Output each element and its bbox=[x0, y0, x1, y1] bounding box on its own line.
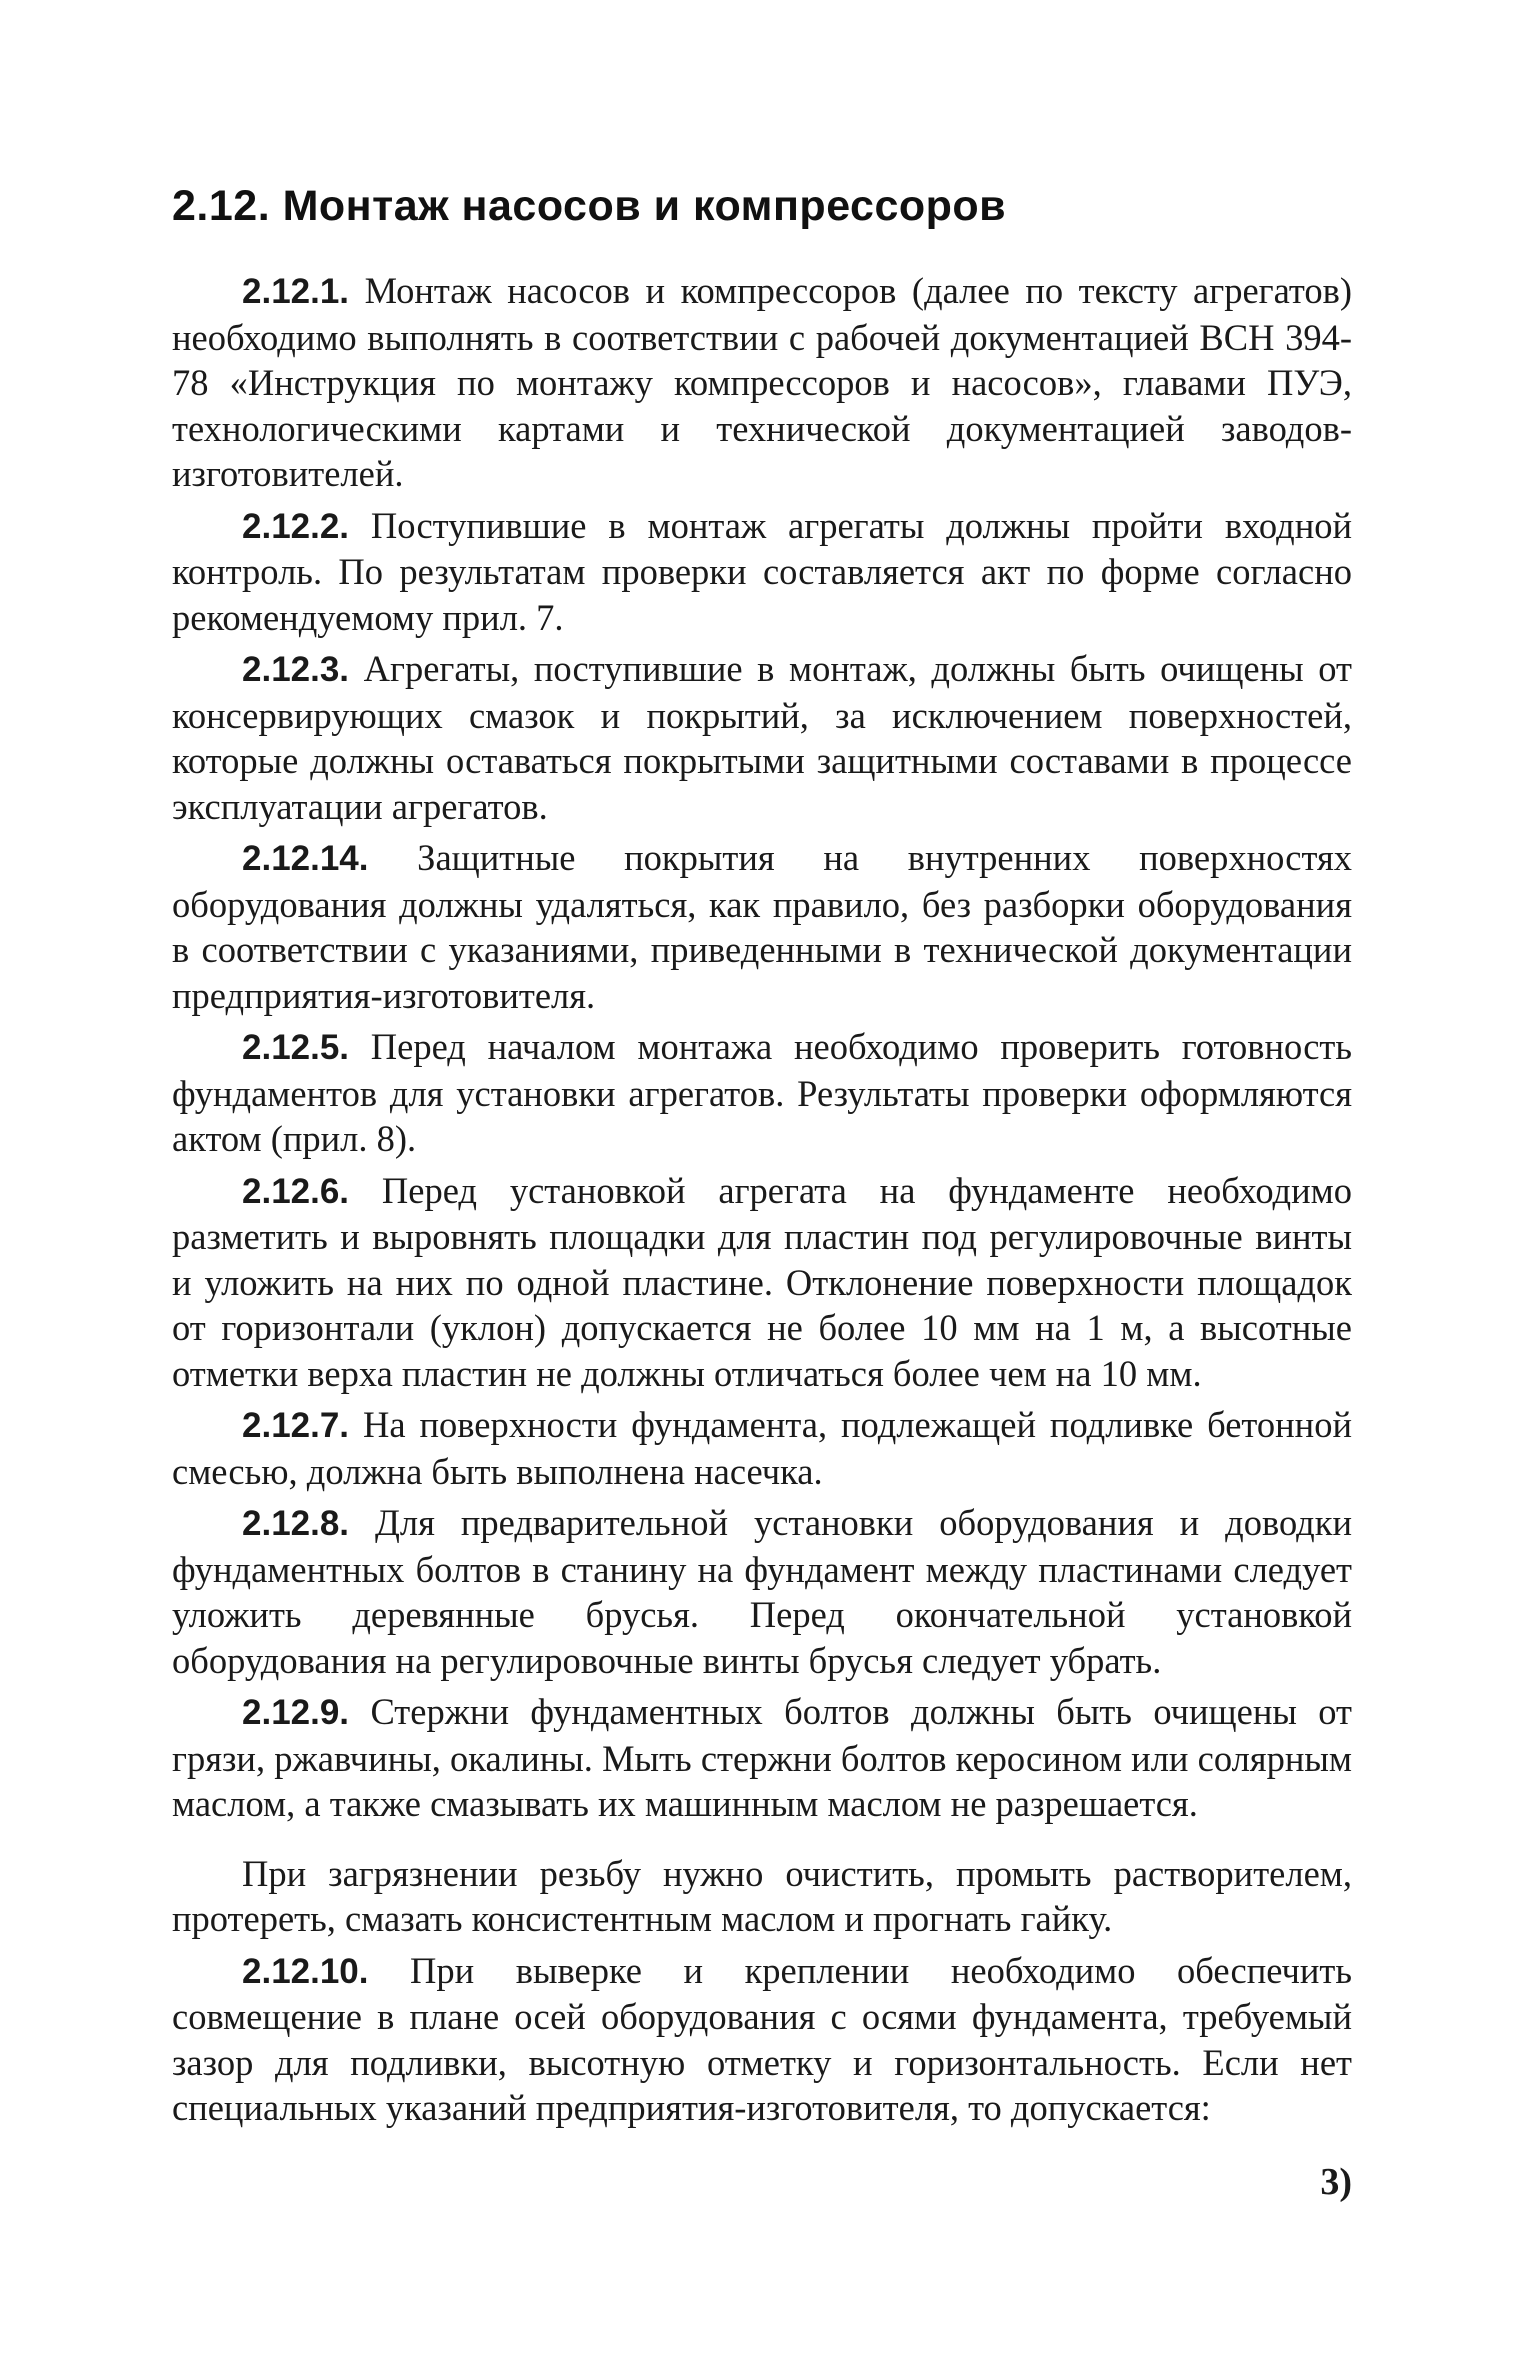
paragraph-2-12-9 bbox=[172, 1689, 1352, 1827]
clause-number: 2.12.2. bbox=[242, 506, 350, 546]
clause-number: 2.12.10. bbox=[242, 1951, 369, 1991]
clause-number: 2.12.6. bbox=[242, 1171, 350, 1211]
section-heading: 2.12. Монтаж насосов и компрессоров bbox=[172, 182, 1007, 230]
paragraph-2-12-14 bbox=[172, 835, 1352, 1018]
clause-number: 2.12.9. bbox=[242, 1693, 350, 1732]
clause-number: 2.12.3. bbox=[242, 650, 350, 689]
clause-text: Стержни фундаментных болтов должны быть очищены от грязи, ржавчины, окалины. Мыть стержни болтов керосином или солярным маслом, а также смазывать их машинным маслом не разрешается. bbox=[172, 1691, 1352, 1824]
clause-number: 2.12.7. bbox=[242, 1406, 350, 1445]
clause-number: 2.12.8. bbox=[242, 1504, 350, 1543]
clause-text: Поступившие в монтаж агрегаты должны пройти входной контроль. По результатам проверки составляется акт по форме согласно рекомендуемому прил. 7. bbox=[172, 504, 1353, 638]
paragraph-2-12-2 bbox=[172, 503, 1352, 641]
page-number: 3) bbox=[1320, 2161, 1352, 2203]
document-page bbox=[172, 0, 1352, 2362]
paragraph-2-12-1 bbox=[172, 268, 1352, 497]
clause-text: Агрегаты, поступившие в монтаж, должны быть очищены от консервирующих смазок и покрытий, за исключением поверхностей, которые должны оставаться покрытыми защитными составами в процессе эксплуатации агрегатов. bbox=[172, 648, 1352, 827]
clause-text: На поверхности фундамента, подлежащей подливке бетонной смесью, должна быть выполнена насечка. bbox=[172, 1404, 1352, 1492]
clause-number: 2.12.14. bbox=[242, 839, 369, 878]
paragraph-2-12-6 bbox=[172, 1168, 1352, 1397]
paragraph-2-12-7 bbox=[172, 1402, 1352, 1494]
paragraph-2-12-8 bbox=[172, 1500, 1352, 1683]
paragraph-2-12-3 bbox=[172, 646, 1352, 829]
clause-text: Перед установкой агрегата на фундаменте необходимо разметить и выровнять площадки для пластин под регулировочные винты и уложить на них по одной пластине. Отклонение поверхности площадок от горизонтали (уклон) допускается не более 10 мм на 1 м, а высотные отметки верха пластин не должны отличаться более чем на 10 мм. bbox=[172, 1169, 1353, 1394]
paragraph-thread-cleaning bbox=[172, 1851, 1352, 1942]
paragraph-2-12-10 bbox=[172, 1948, 1352, 2131]
clause-text: Монтаж насосов и компрессоров (далее по тексту агрегатов) необходимо выполнять в соответствии с рабочей документацией ВСН 394-78 «Инструкция по монтажу компрессоров и насосов», главами ПУЭ, технологическими картами и технической документацией заводов-изготовителей. bbox=[172, 270, 1353, 494]
clause-number: 2.12.1. bbox=[242, 272, 350, 311]
clause-number: 2.12.5. bbox=[242, 1028, 350, 1067]
clause-text: При выверке и креплении необходимо обеспечить совмещение в плане осей оборудования с осями фундамента, требуемый зазор для подливки, высотную отметку и горизонтальность. Если нет специальных указаний предприятия-изготовителя, то допускается: bbox=[172, 1949, 1353, 2128]
clause-text: Перед началом монтажа необходимо проверить готовность фундаментов для установки агрегатов. Результаты проверки оформляются актом (прил. 8). bbox=[172, 1026, 1352, 1159]
clause-text: При загрязнении резьбу нужно очистить, промыть растворителем, протереть, смазать консистентным маслом и прогнать гайку. bbox=[172, 1852, 1352, 1939]
clause-text: Для предварительной установки оборудования и доводки фундаментных болтов в станину на фундамент между пластинами следует уложить деревянные брусья. Перед окончательной установкой оборудования на регулировочные винты брусья следует убрать. bbox=[172, 1502, 1352, 1681]
document-body bbox=[172, 268, 1352, 2137]
clause-text: Защитные покрытия на внутренних поверхностях оборудования должны удаляться, как правило, без разборки оборудования в соответствии с указаниями, приведенными в технической документации предприятия-изготовителя. bbox=[172, 837, 1353, 1016]
paragraph-2-12-5 bbox=[172, 1024, 1352, 1162]
